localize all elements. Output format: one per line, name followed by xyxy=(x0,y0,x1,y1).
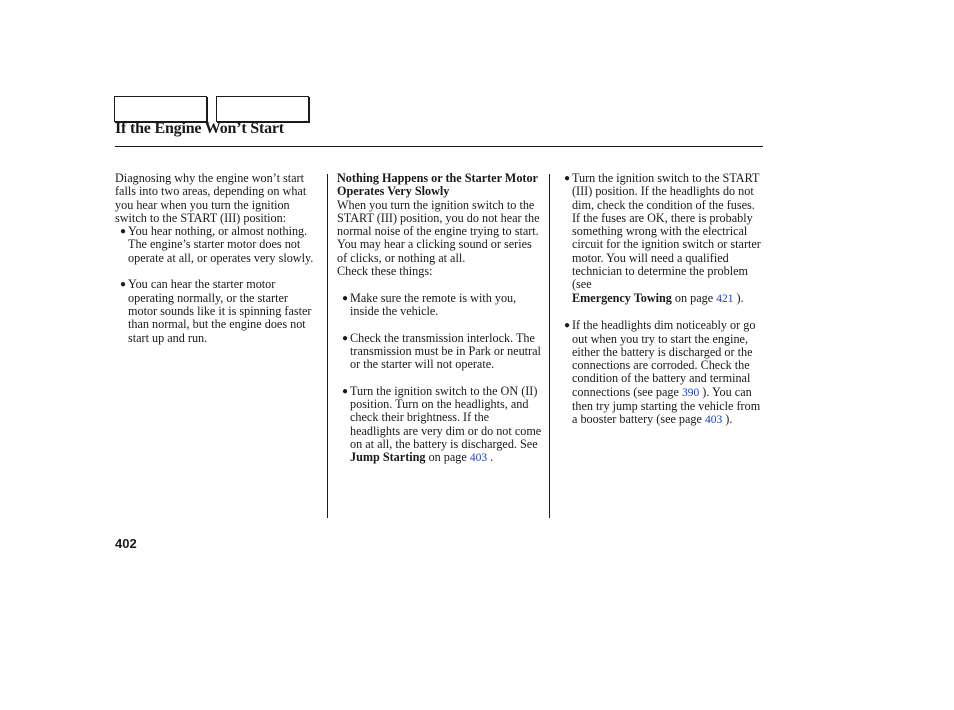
page-link-421[interactable]: 421 xyxy=(716,292,734,305)
list-item xyxy=(337,332,542,372)
on-page-text: on page xyxy=(428,450,467,465)
list-item xyxy=(563,172,763,306)
punctuation: . xyxy=(490,450,494,465)
bullet-icon: ● xyxy=(342,292,349,304)
list-item xyxy=(337,292,542,319)
bullet-icon: ● xyxy=(342,332,349,344)
nav-button-main-menu[interactable] xyxy=(114,96,207,122)
page-link-390[interactable]: 390 xyxy=(681,386,700,399)
bullet-icon: ● xyxy=(120,279,127,291)
list-item xyxy=(115,225,320,265)
page-title: If the Engine Won’t Start xyxy=(115,120,284,137)
nav-button-table-of-contents[interactable] xyxy=(216,96,309,122)
list-item-text: Turn the ignition switch to the START (III) position. If the headlights do not dim, check the condition of the fuses. If the fuses are OK, there is probably something wrong with the electrical circuit for the ignition switch or starter motor. You will need a qualified technician to determine the problem (see xyxy=(572,171,761,292)
jump-starting-ref: Jump Starting xyxy=(350,450,426,465)
bullet-icon: ● xyxy=(564,320,571,332)
column-divider-2 xyxy=(549,174,550,518)
list-item-text-cont: ). You can then try jump starting the vehicle from a booster battery (see page xyxy=(572,384,761,427)
page-link-403[interactable]: 403 xyxy=(469,452,488,465)
emergency-towing-ref: Emergency Towing xyxy=(572,290,672,305)
column-3 xyxy=(563,172,763,428)
bullet-icon: ● xyxy=(564,173,571,184)
list-item-text: You can hear the starter motor operating normally, or the starter motor sounds like it is spinning faster than normal, but the engine does not start up and run. xyxy=(128,277,312,345)
column-2 xyxy=(337,172,542,466)
list-item xyxy=(115,278,320,344)
punctuation: ). xyxy=(736,290,744,305)
section-heading: Nothing Happens or the Starter Motor Operates Very Slowly xyxy=(337,171,538,199)
header-divider xyxy=(115,146,763,147)
on-page-text: on page xyxy=(674,290,714,305)
list-item-text: You hear nothing, or almost nothing. The engine’s starter motor does not operate at all, or operates very slowly. xyxy=(128,224,314,265)
list-item-text: Turn the ignition switch to the ON (II) position. Turn on the headlights, and check their brightness. If the headlights are very dim or do not come on at all, the battery is discharged. See xyxy=(350,383,542,451)
check-label: Check these things: xyxy=(337,264,433,279)
punctuation: ). xyxy=(725,412,733,427)
list-item xyxy=(337,385,542,466)
page-link-403[interactable]: 403 xyxy=(705,414,723,427)
column-divider-1 xyxy=(327,174,328,518)
intro-paragraph: Diagnosing why the engine won’t start falls into two areas, depending on what you hear when you turn the ignition switch to the START (III) position: xyxy=(115,171,307,225)
list-item xyxy=(563,319,763,427)
column-1 xyxy=(115,172,320,345)
list-item-text: Check the transmission interlock. The transmission must be in Park or neutral or the starter will not operate. xyxy=(350,330,541,372)
list-item-text: If the headlights dim noticeably or go out when you try to start the engine, either the battery is discharged or the connections are corroded. Check the condition of the battery and terminal connections (see page xyxy=(572,318,756,399)
bullet-icon: ● xyxy=(120,226,127,238)
bullet-icon: ● xyxy=(342,385,349,397)
section-paragraph: When you turn the ignition switch to the START (III) position, you do not hear the normal noise of the engine trying to start. You may hear a clicking sound or series of clicks, or nothing at all. xyxy=(337,197,540,265)
page-number: 402 xyxy=(115,536,137,551)
list-item-text: Make sure the remote is with you, inside the vehicle. xyxy=(350,290,517,318)
